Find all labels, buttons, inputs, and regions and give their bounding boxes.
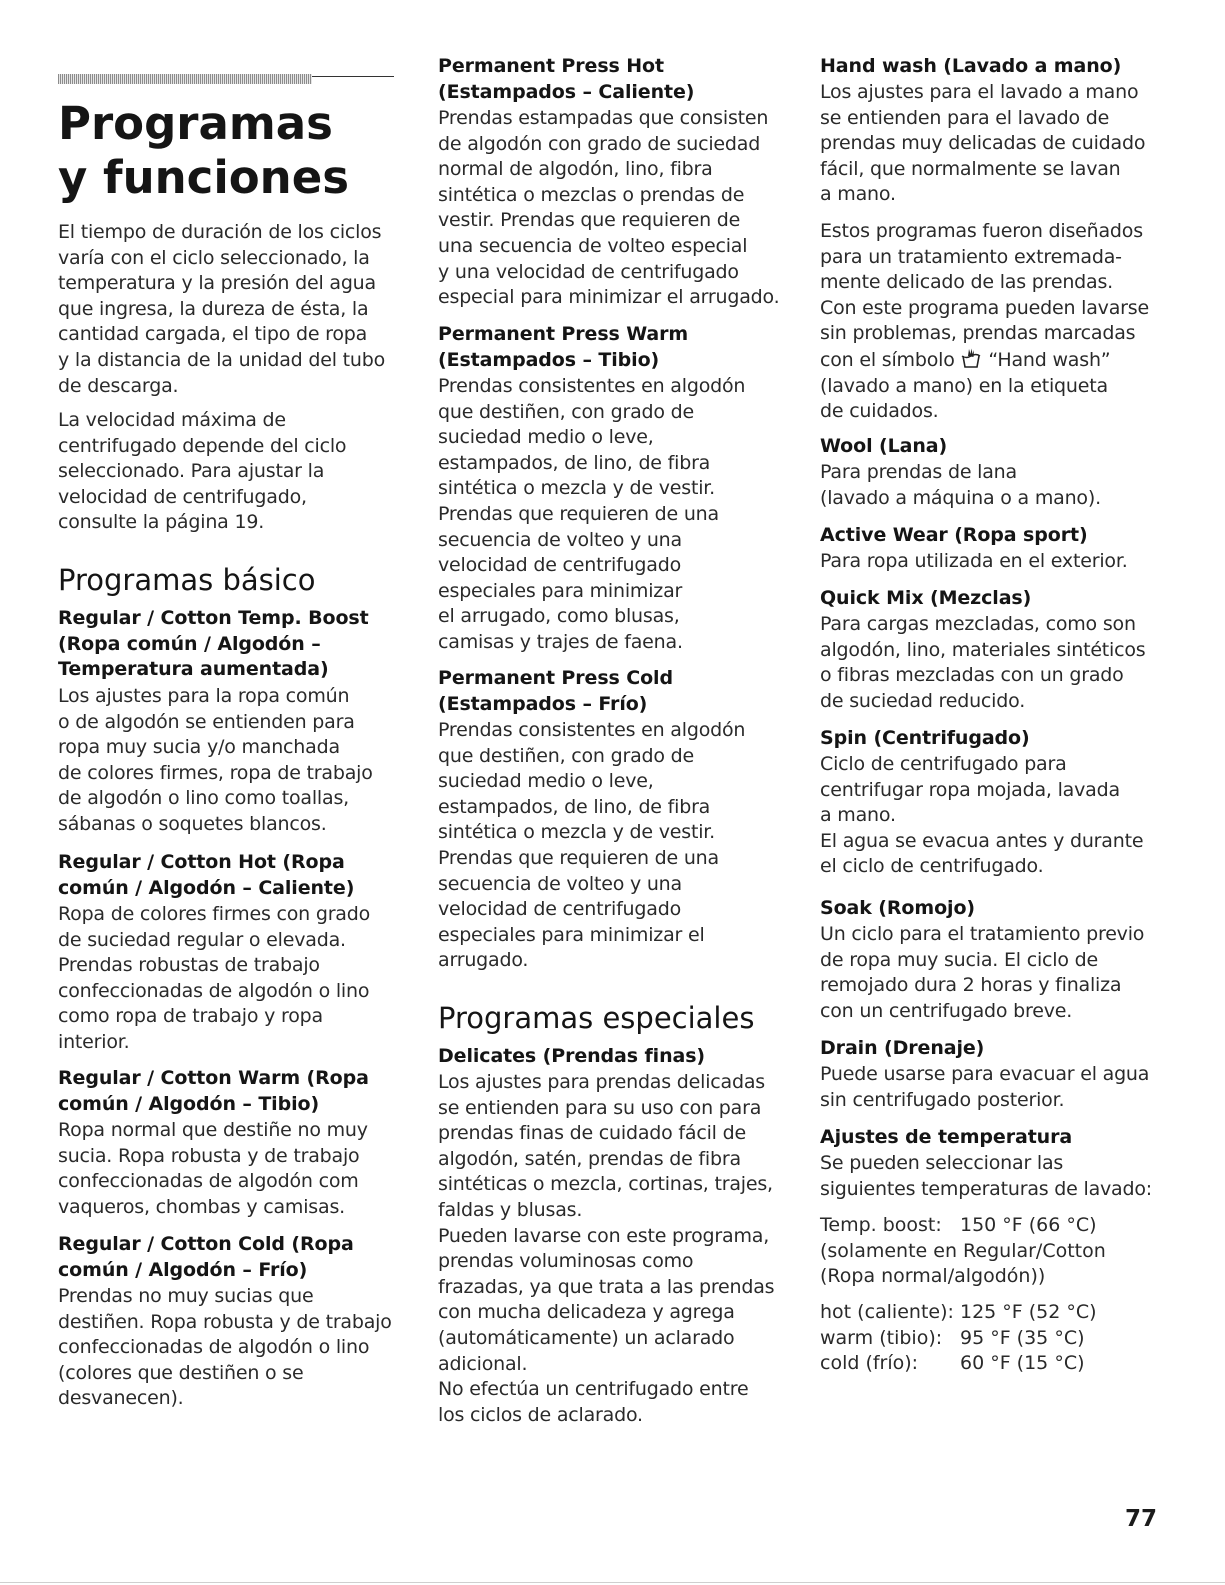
page-title bbox=[58, 97, 349, 205]
text-line: Prendas que requieren de una bbox=[438, 846, 719, 869]
text-line: y la distancia de la unidad del tubo bbox=[58, 348, 385, 371]
text-line: estampados, de lino, de fibra bbox=[438, 795, 711, 818]
text-line: Prendas consistentes en algodón bbox=[438, 375, 746, 397]
text-line: No efectúa un centrifugado entre bbox=[438, 1378, 749, 1401]
basic-item-1-title bbox=[58, 606, 398, 683]
drain-body bbox=[820, 1062, 1170, 1113]
basic-item-3-body bbox=[58, 1118, 398, 1220]
basic-item-2-body bbox=[58, 902, 398, 1056]
text-line: sin centrifugado posterior. bbox=[820, 1088, 1065, 1111]
text-line: cantidad cargada, el tipo de ropa bbox=[58, 323, 368, 346]
permanent-item-2-title bbox=[438, 322, 788, 373]
wool-body bbox=[820, 460, 1170, 511]
text-line: Ciclo de centrifugado para bbox=[820, 753, 1067, 775]
text-line: los ciclos de aclarado. bbox=[438, 1403, 643, 1426]
text-line: fácil, que normalmente se lavan bbox=[820, 157, 1121, 180]
text-line: (lavado a máquina o a mano). bbox=[820, 486, 1101, 509]
permanent-item-1-body bbox=[438, 106, 788, 311]
text-line: Wool (Lana) bbox=[820, 435, 948, 457]
text-line: Prendas consistentes en algodón bbox=[438, 719, 746, 741]
text-line: especial para minimizar el arrugado. bbox=[438, 286, 780, 309]
page-number: 77 bbox=[1125, 1506, 1158, 1532]
basic-item-2-title bbox=[58, 850, 398, 901]
text-line: para un tratamiento extremada- bbox=[820, 245, 1122, 268]
bottom-rule bbox=[0, 1582, 1225, 1583]
text-line: Active Wear (Ropa sport) bbox=[820, 524, 1088, 546]
handwash-body-2-lines-b bbox=[820, 374, 1170, 425]
handwash-body-2-lines bbox=[820, 219, 1170, 347]
text-line: Delicates (Prendas finas) bbox=[438, 1045, 706, 1067]
temp-boost-label: Temp. boost: bbox=[820, 1214, 942, 1236]
text-line: suciedad medio o leve, bbox=[438, 770, 654, 793]
spin-body bbox=[820, 752, 1170, 880]
text-line: Quick Mix (Mezclas) bbox=[820, 587, 1032, 609]
text-line: frazadas, ya que trata a las prendas bbox=[438, 1275, 775, 1298]
text-line: sucia. Ropa robusta y de trabajo bbox=[58, 1144, 360, 1167]
text-line: consulte la página 19. bbox=[58, 511, 265, 534]
text-line: Para prendas de lana bbox=[820, 461, 1017, 483]
text-line: a mano. bbox=[820, 183, 896, 206]
text-line: se entienden para su uso con para bbox=[438, 1096, 762, 1119]
text-line: confeccionadas de algodón o lino bbox=[58, 1336, 370, 1359]
special-programs-heading: Programas especiales bbox=[438, 1001, 755, 1035]
text-line: Soak (Romojo) bbox=[820, 897, 975, 919]
handwash-symbol-pre: con el símbolo bbox=[820, 348, 955, 371]
text-line: Ajustes de temperatura bbox=[820, 1126, 1073, 1148]
permanent-item-2-body bbox=[438, 374, 788, 656]
text-line: Para cargas mezcladas, como son bbox=[820, 613, 1136, 635]
basic-item-4-title bbox=[58, 1232, 398, 1283]
text-line: interior. bbox=[58, 1030, 130, 1053]
text-line: suciedad medio o leve, bbox=[438, 426, 654, 449]
text-line: (solamente en Regular/Cotton bbox=[820, 1239, 1106, 1262]
text-line: El agua se evacua antes y durante bbox=[820, 829, 1144, 852]
text-line: Estos programas fueron diseñados bbox=[820, 220, 1143, 242]
text-line: temperatura y la presión del agua bbox=[58, 272, 376, 295]
text-line: de suciedad reducido. bbox=[820, 689, 1026, 712]
text-line: centrifugado depende del ciclo bbox=[58, 434, 347, 457]
text-line: desvanecen). bbox=[58, 1387, 184, 1410]
text-line: (Estampados – Tibio) bbox=[438, 348, 660, 371]
handwash-symbol-line bbox=[820, 347, 1170, 374]
temp-row-value: 125 °F (52 °C) bbox=[960, 1301, 1097, 1323]
active-body bbox=[820, 549, 1170, 575]
temp-row-label: warm (tibio): bbox=[820, 1326, 943, 1349]
text-line: de colores firmes, ropa de trabajo bbox=[58, 761, 373, 784]
drain-title bbox=[820, 1036, 1170, 1062]
text-line: Se pueden seleccionar las bbox=[820, 1152, 1064, 1174]
temp-boost-note bbox=[820, 1239, 1170, 1290]
text-line: el arrugado, como blusas, bbox=[438, 605, 680, 628]
temperature-settings-title bbox=[820, 1125, 1170, 1151]
permanent-item-3-title bbox=[438, 666, 788, 717]
text-line: (Ropa común / Algodón – bbox=[58, 632, 321, 655]
text-line: Temperatura aumentada) bbox=[58, 658, 329, 681]
text-line: adicional. bbox=[438, 1352, 528, 1375]
temp-row-value: 95 °F (35 °C) bbox=[960, 1326, 1085, 1349]
text-line: sábanas o soquetes blancos. bbox=[58, 812, 327, 835]
title-hatch-bar bbox=[58, 74, 312, 84]
temp-row-label: cold (frío): bbox=[820, 1352, 919, 1375]
title-rule bbox=[312, 76, 394, 77]
text-line: velocidad de centrifugado bbox=[438, 898, 681, 921]
text-line: Ropa normal que destiñe no muy bbox=[58, 1119, 368, 1141]
intro-paragraph-1 bbox=[58, 220, 398, 399]
temp-row-warm bbox=[820, 1326, 1170, 1352]
basic-item-3-title bbox=[58, 1066, 398, 1117]
handwash-symbol-post: “Hand wash” bbox=[988, 348, 1111, 371]
text-line: arrugado. bbox=[438, 949, 529, 972]
text-line: vestir. Prendas que requieren de bbox=[438, 209, 741, 232]
text-line: destiñen. Ropa robusta y de trabajo bbox=[58, 1310, 392, 1333]
text-line: como ropa de trabajo y ropa bbox=[58, 1005, 323, 1028]
text-line: normal de algodón, lino, fibra bbox=[438, 158, 713, 181]
text-line: remojado dura 2 horas y finaliza bbox=[820, 974, 1122, 997]
text-line: Pueden lavarse con este programa, bbox=[438, 1224, 770, 1247]
text-line: El tiempo de duración de los ciclos bbox=[58, 221, 382, 243]
page-title-line-1: Programas bbox=[58, 97, 333, 150]
handwash-body-2 bbox=[820, 219, 1170, 425]
text-line: Regular / Cotton Warm (Ropa bbox=[58, 1067, 369, 1089]
text-line: sintéticas o mezcla, cortinas, trajes, bbox=[438, 1173, 773, 1196]
text-line: Los ajustes para la ropa común bbox=[58, 685, 350, 707]
text-line: o fibras mezcladas con un grado bbox=[820, 664, 1124, 687]
basic-item-1-body bbox=[58, 684, 398, 838]
text-line: Hand wash (Lavado a mano) bbox=[820, 55, 1122, 77]
temp-row-value: 60 °F (15 °C) bbox=[960, 1352, 1085, 1375]
text-line: que destiñen, con grado de bbox=[438, 744, 695, 767]
text-line: Regular / Cotton Temp. Boost bbox=[58, 607, 369, 629]
basic-programs-heading: Programas básico bbox=[58, 563, 316, 597]
text-line: (colores que destiñen o se bbox=[58, 1361, 304, 1384]
text-line: prendas finas de cuidado fácil de bbox=[438, 1122, 746, 1145]
temperature-settings-body bbox=[820, 1151, 1170, 1202]
text-line: (lavado a mano) en la etiqueta bbox=[820, 374, 1108, 397]
soak-title bbox=[820, 896, 1170, 922]
text-line: Con este programa pueden lavarse bbox=[820, 296, 1149, 319]
text-line: común / Algodón – Caliente) bbox=[58, 876, 355, 899]
text-line: Un ciclo para el tratamiento previo bbox=[820, 923, 1145, 945]
text-line: Regular / Cotton Hot (Ropa bbox=[58, 851, 345, 873]
temp-row-cold bbox=[820, 1351, 1170, 1377]
page-title-line-2: y funciones bbox=[58, 151, 350, 204]
text-line: secuencia de volteo y una bbox=[438, 528, 682, 551]
permanent-item-3-body bbox=[438, 718, 788, 974]
temp-boost-block bbox=[820, 1213, 1170, 1290]
hand-wash-icon bbox=[960, 347, 982, 369]
text-line: secuencia de volteo y una bbox=[438, 872, 682, 895]
delicates-body bbox=[438, 1070, 788, 1428]
text-line: que destiñen, con grado de bbox=[438, 400, 695, 423]
text-line: velocidad de centrifugado, bbox=[58, 485, 307, 508]
text-line: Permanent Press Warm bbox=[438, 323, 689, 345]
text-line: Drain (Drenaje) bbox=[820, 1037, 985, 1059]
text-line: mente delicado de las prendas. bbox=[820, 271, 1114, 294]
text-line: (Estampados – Caliente) bbox=[438, 80, 695, 103]
text-line: confeccionadas de algodón o lino bbox=[58, 979, 370, 1002]
text-line: con mucha delicadeza y agrega bbox=[438, 1301, 735, 1324]
text-line: vaqueros, chombas y camisas. bbox=[58, 1195, 345, 1218]
text-line: sin problemas, prendas marcadas bbox=[820, 322, 1136, 345]
temp-row-label: hot (caliente): bbox=[820, 1301, 954, 1323]
delicates-title bbox=[438, 1044, 788, 1070]
text-line: ropa muy sucia y/o manchada bbox=[58, 736, 340, 759]
text-line: Permanent Press Cold bbox=[438, 667, 673, 689]
basic-item-4-body bbox=[58, 1284, 398, 1412]
handwash-body bbox=[820, 80, 1170, 208]
text-line: algodón, satén, prendas de fibra bbox=[438, 1147, 741, 1170]
text-line: Prendas robustas de trabajo bbox=[58, 954, 320, 977]
text-line: de algodón con grado de suciedad bbox=[438, 132, 761, 155]
temp-boost-value: 150 °F (66 °C) bbox=[960, 1214, 1097, 1236]
text-line: el ciclo de centrifugado. bbox=[820, 855, 1044, 878]
text-line: Los ajustes para el lavado a mano bbox=[820, 81, 1139, 103]
text-line: especiales para minimizar el bbox=[438, 923, 705, 946]
text-line: seleccionado. Para ajustar la bbox=[58, 460, 325, 483]
text-line: de ropa muy sucia. El ciclo de bbox=[820, 948, 1098, 971]
text-line: Permanent Press Hot bbox=[438, 55, 664, 77]
handwash-title bbox=[820, 54, 1170, 80]
text-line: Prendas que requieren de una bbox=[438, 502, 719, 525]
text-line: especiales para minimizar bbox=[438, 579, 683, 602]
text-line: sintética o mezclas o prendas de bbox=[438, 183, 745, 206]
text-line: de algodón o lino como toallas, bbox=[58, 787, 349, 810]
text-line: o de algodón se entienden para bbox=[58, 710, 355, 733]
text-line: sintética o mezcla y de vestir. bbox=[438, 477, 716, 500]
text-line: a mano. bbox=[820, 804, 896, 827]
text-line: Prendas estampadas que consisten bbox=[438, 107, 769, 129]
text-line: de cuidados. bbox=[820, 400, 939, 423]
text-line: Puede usarse para evacuar el agua bbox=[820, 1063, 1150, 1085]
spin-title bbox=[820, 726, 1170, 752]
text-line: varía con el ciclo seleccionado, la bbox=[58, 246, 370, 269]
text-line: con un centrifugado breve. bbox=[820, 999, 1073, 1022]
quick-mix-body bbox=[820, 612, 1170, 714]
wool-title bbox=[820, 434, 1170, 460]
intro-paragraph-2 bbox=[58, 408, 398, 536]
text-line: prendas voluminosas como bbox=[438, 1250, 694, 1273]
text-line: centrifugar ropa mojada, lavada bbox=[820, 778, 1120, 801]
text-line: La velocidad máxima de bbox=[58, 409, 286, 431]
text-line: confeccionadas de algodón com bbox=[58, 1170, 359, 1193]
text-line: faldas y blusas. bbox=[438, 1198, 583, 1221]
text-line: (automáticamente) un aclarado bbox=[438, 1326, 735, 1349]
text-line: Prendas no muy sucias que bbox=[58, 1285, 314, 1307]
text-line: (Ropa normal/algodón)) bbox=[820, 1265, 1046, 1288]
text-line: de suciedad regular o elevada. bbox=[58, 928, 346, 951]
text-line: siguientes temperaturas de lavado: bbox=[820, 1177, 1152, 1200]
text-line: prendas muy delicadas de cuidado bbox=[820, 132, 1146, 155]
temp-row-hot bbox=[820, 1300, 1170, 1326]
temperature-table bbox=[820, 1300, 1170, 1377]
active-title bbox=[820, 523, 1170, 549]
text-line: Spin (Centrifugado) bbox=[820, 727, 1030, 749]
text-line: Ropa de colores firmes con grado bbox=[58, 903, 371, 925]
text-line: (Estampados – Frío) bbox=[438, 692, 648, 715]
text-line: se entienden para el lavado de bbox=[820, 106, 1110, 129]
text-line: algodón, lino, materiales sintéticos bbox=[820, 638, 1146, 661]
text-line: y una velocidad de centrifugado bbox=[438, 260, 739, 283]
text-line: Regular / Cotton Cold (Ropa bbox=[58, 1233, 354, 1255]
text-line: camisas y trajes de faena. bbox=[438, 630, 683, 653]
text-line: que ingresa, la dureza de ésta, la bbox=[58, 297, 369, 320]
soak-body bbox=[820, 922, 1170, 1024]
text-line: una secuencia de volteo especial bbox=[438, 234, 748, 257]
text-line: Para ropa utilizada en el exterior. bbox=[820, 550, 1128, 572]
text-line: estampados, de lino, de fibra bbox=[438, 451, 711, 474]
text-line: velocidad de centrifugado bbox=[438, 554, 681, 577]
text-line: sintética o mezcla y de vestir. bbox=[438, 821, 716, 844]
quick-mix-title bbox=[820, 586, 1170, 612]
text-line: común / Algodón – Frío) bbox=[58, 1258, 308, 1281]
temp-boost-row bbox=[820, 1213, 1170, 1239]
text-line: Los ajustes para prendas delicadas bbox=[438, 1071, 765, 1093]
text-line: de descarga. bbox=[58, 374, 179, 397]
text-line: común / Algodón – Tibio) bbox=[58, 1092, 320, 1115]
permanent-item-1-title bbox=[438, 54, 788, 105]
